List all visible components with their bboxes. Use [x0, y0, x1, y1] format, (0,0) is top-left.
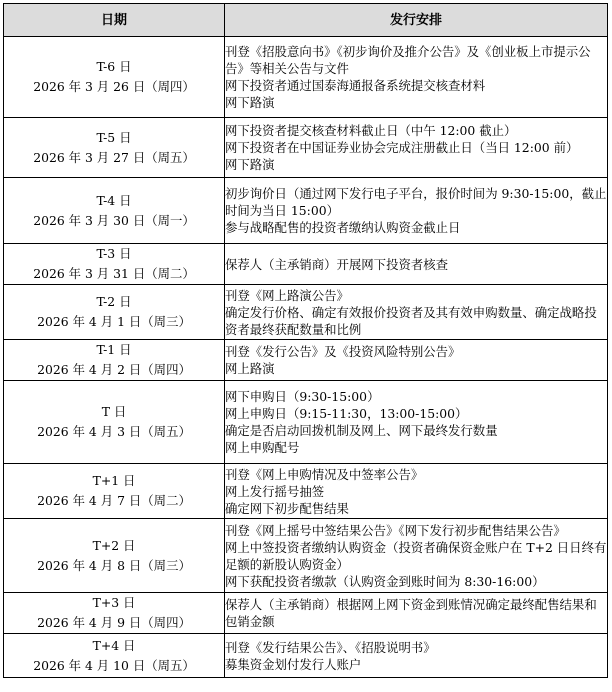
arrangement-item: 初步询价日（通过网下发行电子平台，报价时间为 9:30-15:00，截止时间为当日 15:00）: [225, 186, 607, 218]
trading-day-label: T+2 日: [92, 537, 136, 553]
calendar-date-label: 2026 年 3 月 26 日（周四）: [33, 79, 195, 94]
arrangement-cell: [225, 519, 608, 593]
date-cell: [4, 340, 225, 381]
date-cell: [4, 381, 225, 464]
arrangement-item: 保荐人（主承销商）开展网下投资者核查: [225, 256, 449, 272]
arrangement-item: 网下申购日（9:30-15:00）: [225, 389, 380, 404]
schedule-body: [4, 37, 608, 678]
arrangement-item: 网下路演: [225, 157, 275, 172]
arrangement-item: 网上申购配号: [225, 440, 300, 455]
trading-day-label: T+3 日: [92, 595, 136, 610]
arrangement-cell: [225, 118, 608, 178]
arrangement-cell: [225, 178, 608, 244]
date-cell: [4, 244, 225, 285]
trading-day-label: T+1 日: [92, 473, 136, 488]
arrangement-column-header: 发行安排: [225, 4, 608, 37]
table-row: [4, 37, 608, 118]
arrangement-cell: [225, 634, 608, 678]
date-cell: [4, 519, 225, 593]
arrangement-cell: [225, 37, 608, 118]
arrangement-item: 网下获配投资者缴款（认购资金到账时间为 8:30-16:00）: [225, 573, 545, 589]
trading-day-label: T-4 日: [96, 192, 132, 208]
date-cell: [4, 118, 225, 178]
calendar-date-label: 2026 年 4 月 8 日（周三）: [37, 557, 191, 573]
calendar-date-label: 2026 年 3 月 27 日（周五）: [33, 149, 195, 165]
arrangement-item: 网下路演: [225, 95, 275, 110]
arrangement-item: 网上发行摇号抽签: [225, 483, 325, 499]
trading-day-label: T 日: [101, 404, 127, 419]
issuance-schedule-table: [3, 3, 608, 678]
arrangement-item: 网下投资者通过国泰海通报备系统提交核查材料: [225, 78, 486, 93]
arrangement-cell: [225, 381, 608, 464]
arrangement-cell: [225, 464, 608, 519]
arrangement-item: 刊登《网上摇号中签结果公告》《网下发行初步配售结果公告》: [225, 522, 566, 538]
calendar-date-label: 2026 年 4 月 2 日（周四）: [37, 362, 191, 377]
arrangement-item: 保荐人（主承销商）根据网上网下资金到账情况确定最终配售结果和包销金额: [225, 597, 597, 629]
arrangement-cell: [225, 593, 608, 634]
table-row: [4, 244, 608, 285]
calendar-date-label: 2026 年 4 月 3 日（周五）: [37, 424, 191, 439]
calendar-date-label: 2026 年 3 月 31 日（周二）: [33, 266, 195, 281]
table-row: [4, 118, 608, 178]
arrangement-item: 参与战略配售的投资者缴纳认购资金截止日: [225, 220, 461, 235]
trading-day-label: T-6 日: [96, 59, 132, 74]
arrangement-item: 刊登《网上路演公告》: [225, 287, 349, 303]
table-header-row: [4, 4, 608, 37]
date-cell: [4, 464, 225, 519]
date-cell: [4, 178, 225, 244]
arrangement-item: 网下投资者提交核查材料截止日（中午 12:00 截止）: [225, 123, 517, 138]
calendar-date-label: 2026 年 4 月 7 日（周二）: [37, 493, 191, 508]
trading-day-label: T-5 日: [96, 129, 132, 145]
trading-day-label: T+4 日: [92, 637, 136, 653]
date-cell: [4, 285, 225, 340]
arrangement-item: 网上路演: [225, 361, 275, 376]
date-column-header: 日期: [4, 4, 225, 37]
arrangement-item: 刊登《发行结果公告》、《招股说明书》: [225, 639, 436, 655]
arrangement-item: 网下投资者在中国证券业协会完成注册截止日（当日 12:00 前）: [225, 140, 579, 155]
trading-day-label: T-1 日: [96, 342, 132, 357]
arrangement-cell: [225, 340, 608, 381]
table-row: [4, 593, 608, 634]
calendar-date-label: 2026 年 3 月 30 日（周一）: [33, 212, 195, 228]
arrangement-item: 确定发行价格、确定有效报价投资者及其有效申购数量、确定战略投资者最终获配数量和比例: [225, 304, 597, 337]
arrangement-item: 刊登《招股意向书》《初步询价及推介公告》及《创业板上市提示公告》等相关公告与文件: [225, 44, 591, 76]
arrangement-cell: [225, 244, 608, 285]
calendar-date-label: 2026 年 4 月 9 日（周四）: [37, 615, 191, 630]
trading-day-label: T-2 日: [96, 294, 132, 309]
table-row: [4, 519, 608, 593]
arrangement-item: 网上申购日（9:15-11:30，13:00-15:00）: [225, 406, 468, 421]
table-row: [4, 634, 608, 678]
calendar-date-label: 2026 年 4 月 10 日（周五）: [33, 657, 195, 673]
arrangement-item: 刊登《网上申购情况及中签率公告》: [225, 466, 424, 482]
arrangement-item: 募集资金划付发行人账户: [225, 656, 362, 672]
trading-day-label: T-3 日: [96, 246, 132, 261]
date-cell: [4, 37, 225, 118]
table-row: [4, 178, 608, 244]
arrangement-item: 刊登《发行公告》及《投资风险特别公告》: [225, 344, 461, 359]
arrangement-item: 网上中签投资者缴纳认购资金（投资者确保资金账户在 T+2 日日终有足额的新股认购资金）: [225, 539, 607, 572]
table-row: [4, 285, 608, 340]
calendar-date-label: 2026 年 4 月 1 日（周三）: [37, 314, 191, 329]
table-row: [4, 381, 608, 464]
arrangement-item: 确定是否启动回拨机制及网上、网下最终发行数量: [225, 423, 498, 438]
date-cell: [4, 634, 225, 678]
table-row: [4, 464, 608, 519]
date-cell: [4, 593, 225, 634]
table-row: [4, 340, 608, 381]
arrangement-item: 确定网下初步配售结果: [225, 500, 349, 516]
arrangement-cell: [225, 285, 608, 340]
